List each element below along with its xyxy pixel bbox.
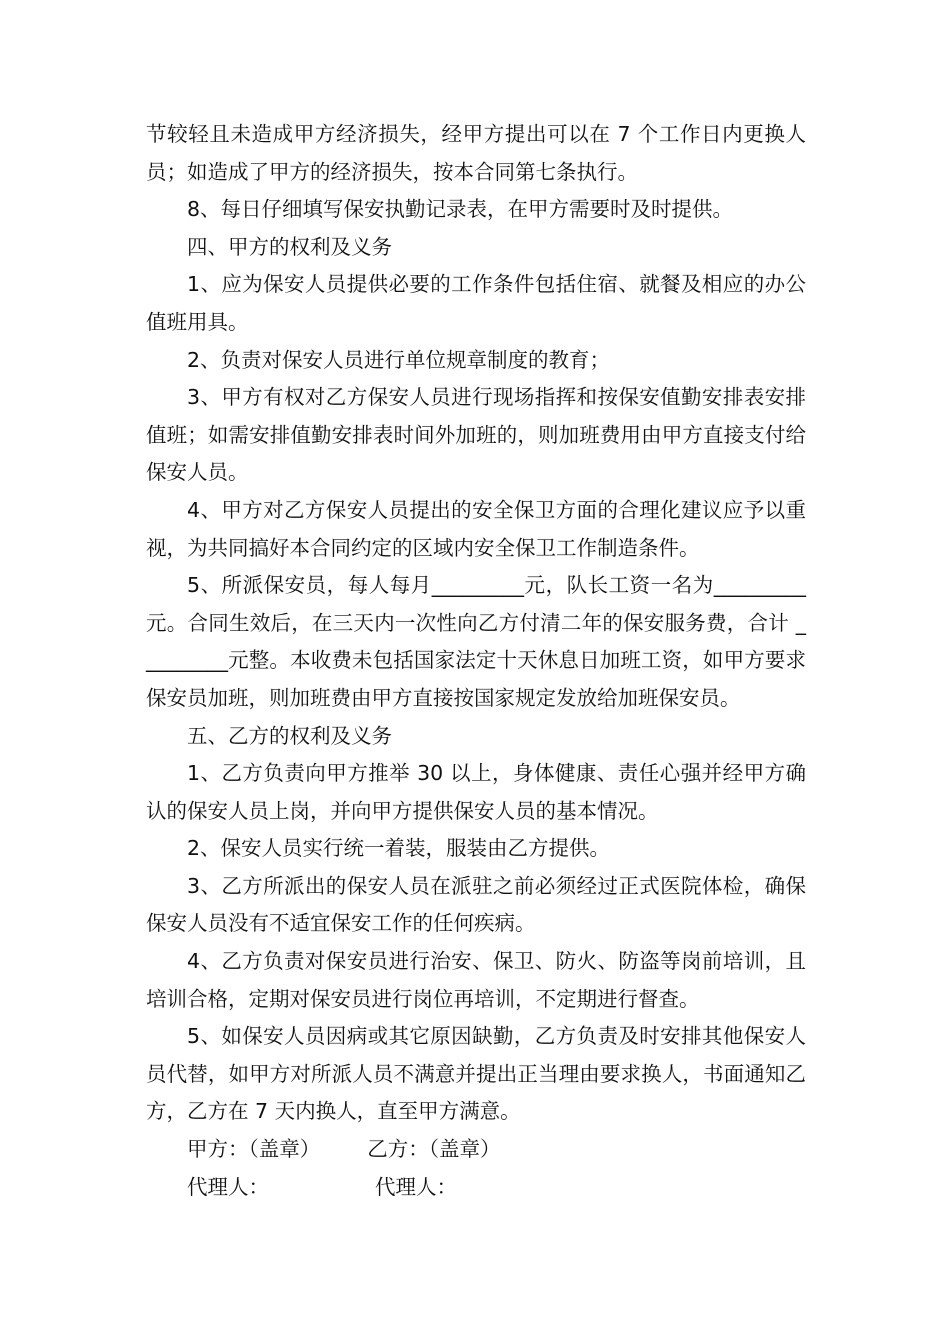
paragraph-b-1: 1、乙方负责向甲方推举 30 以上，身体健康、责任心强并经甲方确认的保安人员上岗，并向甲方提供保安人员的基本情况。 [146,761,806,823]
paragraph-item-8: 8、每日仔细填写保安执勤记录表，在甲方需要时及时提供。 [187,197,734,222]
paragraph-b-2: 2、保安人员实行统一着装，服装由乙方提供。 [187,836,611,861]
paragraph-b-3: 3、乙方所派出的保安人员在派驻之前必须经过正式医院体检，确保保安人员没有不适宜保安工作的任何疾病。 [146,873,806,936]
paragraph-a-5: 5、所派保安员，每人每月_________元，队长工资一名为_________元。合同生效后，在三天内一次性向乙方付清二年的保安服务费，合计 _________元整。本收费未包括国家法定十天休息日加班工资，如甲方要求保安员加班，则加班费由甲方直接按国家规定发放给加班保安员。 [146,573,806,710]
paragraph-b-4: 4、乙方负责对保安员进行治安、保卫、防火、防盗等岗前培训，且培训合格，定期对保安员进行岗位再培训，不定期进行督查。 [146,949,806,1011]
paragraph-a-2: 2、负责对保安人员进行单位规章制度的教育； [187,347,611,372]
signature-row-seal [146,1131,806,1169]
section-heading-party-b: 五、乙方的权利及义务 [187,723,392,748]
agent-a: 代理人： [187,1174,269,1199]
signature-row-agent [146,1169,806,1207]
paragraph-a-4: 4、甲方对乙方保安人员提出的安全保卫方面的合理化建议应予以重视，为共同搞好本合同约定的区域内安全保卫工作制造条件。 [146,497,806,560]
paragraph-a-3: 3、甲方有权对乙方保安人员进行现场指挥和按保安值勤安排表安排值班；如需安排值勤安排表时间外加班的，则加班费用由甲方直接支付给保安人员。 [146,385,806,485]
paragraph-continued: 节较轻且未造成甲方经济损失，经甲方提出可以在 7 个工作日内更换人员；如造成了甲方的经济损失，按本合同第七条执行。 [146,122,806,184]
party-a-seal: 甲方：（盖章） [187,1137,321,1162]
paragraph-b-5: 5、如保安人员因病或其它原因缺勤，乙方负责及时安排其他保安人员代替，如甲方对所派人员不满意并提出正当理由要求换人，书面通知乙方，乙方在 7 天内换人，直至甲方满意。 [146,1024,806,1124]
contract-body [146,116,806,1206]
paragraph-a-1: 1、应为保安人员提供必要的工作条件包括住宿、就餐及相应的办公值班用具。 [146,272,806,334]
agent-b: 代理人： [375,1174,457,1199]
party-b-seal: 乙方：（盖章） [367,1137,501,1162]
section-heading-party-a: 四、甲方的权利及义务 [187,234,392,259]
